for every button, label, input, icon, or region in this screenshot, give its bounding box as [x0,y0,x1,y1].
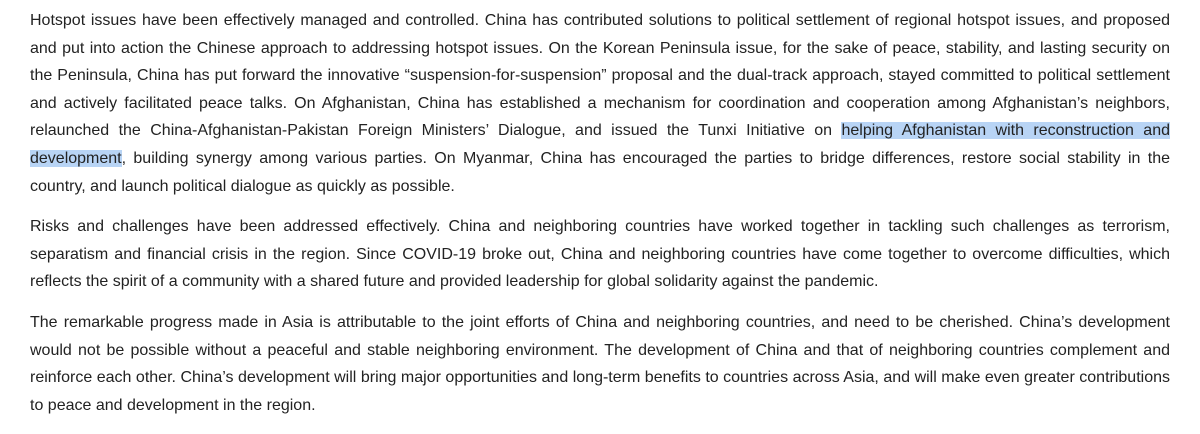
paragraph-hotspot-issues [30,7,1170,200]
paragraph-risks-challenges: Risks and challenges have been addressed effectively. China and neighboring countries have worked together in tackling such challenges as terrorism, separatism and financial crisis in the region. Since COVID-19 broke out, China and neighboring countries have come together to overcome difficulties, which reflects the spirit of a community with a shared future and provided leadership for global solidarity against the pandemic. [30,218,1170,291]
paragraph-text-after-selection: , building synergy among various parties. On Myanmar, China has encouraged the parties to bridge differences, restore social stability in the country, and launch political dialogue as quickly as possible. [30,149,1170,195]
article-body [30,7,1170,419]
paragraph-text-before-selection: Hotspot issues have been effectively managed and controlled. China has contributed solutions to political settlement of regional hotspot issues, and proposed and put into action the Chinese approach to addressing hotspot issues. On the Korean Peninsula issue, for the sake of peace, stability, and lasting security on the Peninsula, China has put forward the innovative “suspension-for-suspension” proposal and the dual-track approach, stayed committed to political settlement and actively facilitated peace talks. On Afghanistan, China has established a mechanism for coordination and cooperation among Afghanistan’s neighbors, relaunched the China-Afghanistan-Pakistan Foreign Ministers’ Dialogue, and issued the Tunxi Initiative on [30,12,1170,140]
paragraph-remarkable-progress: The remarkable progress made in Asia is attributable to the joint efforts of China and neighboring countries, and need to be cherished. China’s development would not be possible without a peaceful and stable neighboring environment. The development of China and that of neighboring countries complement and reinforce each other. China’s development will bring major opportunities and long-term benefits to countries across Asia, and will make even greater contributions to peace and development in the region. [30,313,1170,414]
selected-text-highlight[interactable]: helping Afghanistan with reconstruction and development [30,122,1170,167]
